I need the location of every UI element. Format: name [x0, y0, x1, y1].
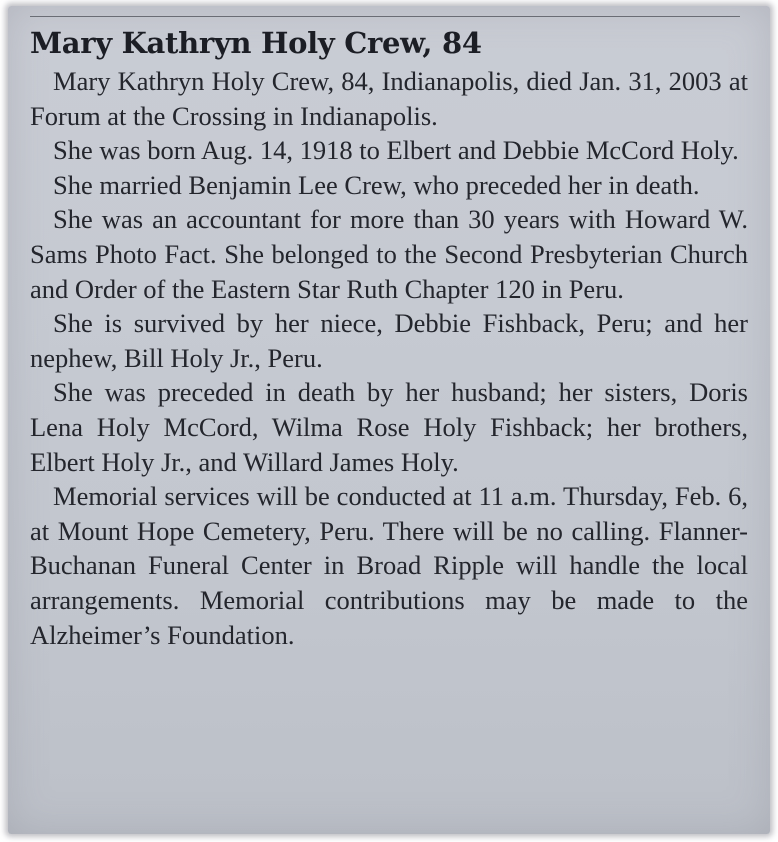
- paragraph-preceded: She was preceded in death by her husband; her sisters, Doris Lena Holy McCord, Wilma Rose Holy Fishback; her brothers, Elbert Holy Jr., and Willard James Holy.: [30, 377, 748, 477]
- paragraph-career: She was an accountant for more than 30 years with Howard W. Sams Photo Fact. She belonged to the Second Presbyterian Church and Order of the Eastern Star Ruth Chapter 120 in Peru.: [30, 204, 748, 304]
- paragraph-death-notice: Mary Kathryn Holy Crew, 84, Indianapolis, died Jan. 31, 2003 at Forum at the Crossing in Indianapolis.: [30, 66, 748, 131]
- paragraph-birth: She was born Aug. 14, 1918 to Elbert and Debbie McCord Holy.: [53, 135, 739, 166]
- newspaper-clipping: [8, 6, 770, 834]
- obituary-headline: Mary Kathryn Holy Crew, 84: [30, 26, 482, 60]
- obituary-body: [30, 64, 748, 652]
- top-rule: [30, 16, 740, 17]
- paragraph-marriage: She married Benjamin Lee Crew, who preceded her in death.: [53, 169, 700, 200]
- paragraph-survivors: She is survived by her niece, Debbie Fishback, Peru; and her nephew, Bill Holy Jr., Peru.: [30, 308, 748, 373]
- paragraph-services: Memorial services will be conducted at 11 a.m. Thursday, Feb. 6, at Mount Hope Cemetery, Peru. There will be no calling. Flanner-Buchanan Funeral Center in Broad Ripple will handle the local arrangements. Memorial contributions may be made to the Alzheimer’s Foundation.: [30, 481, 748, 650]
